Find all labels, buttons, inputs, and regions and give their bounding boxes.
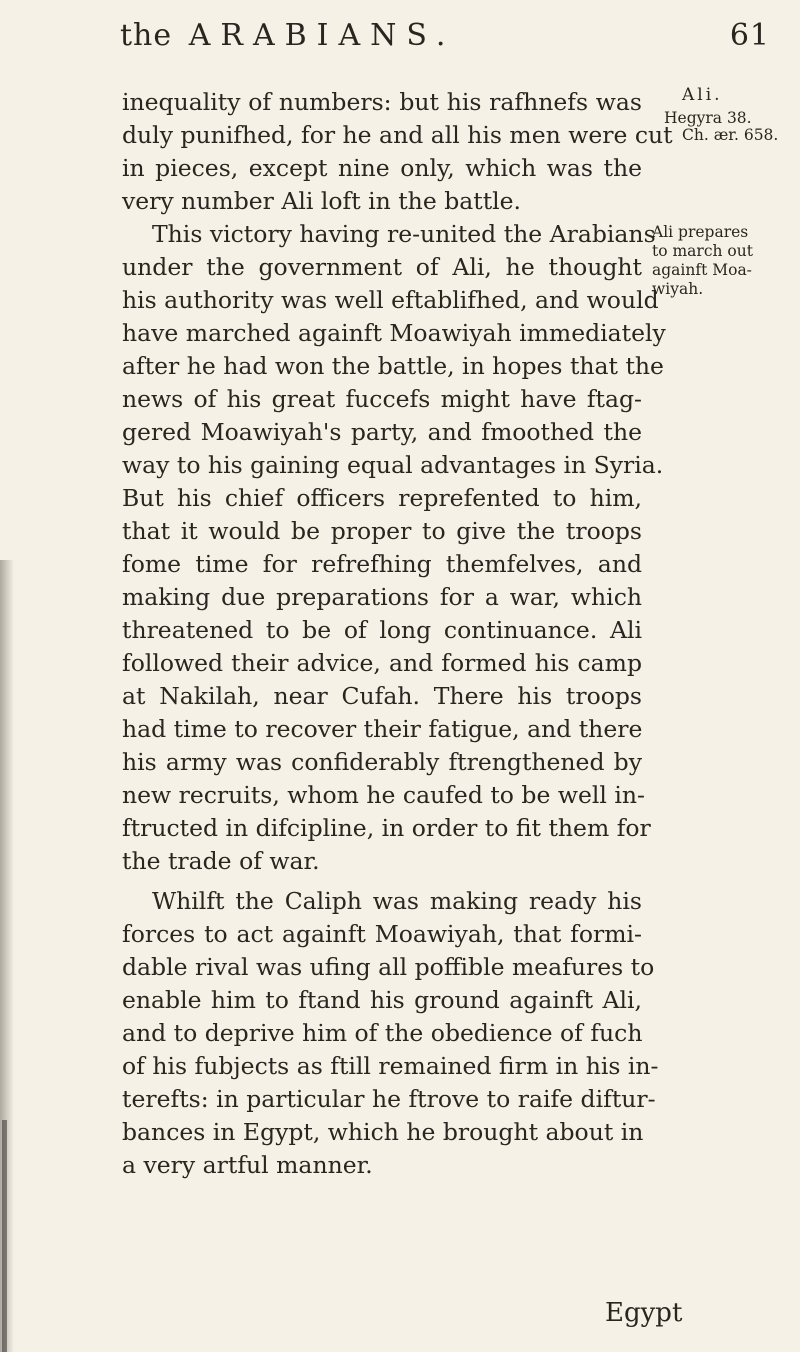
text-line: under the government of Ali, he thought: [122, 253, 642, 281]
text-line: in pieces, except nine only, which was the: [122, 154, 642, 182]
text-line: enable him to ftand his ground againft Ali,: [122, 986, 642, 1014]
text-line: This victory having re-united the Arabians: [152, 220, 656, 248]
text-line: followed their advice, and formed his camp: [122, 649, 642, 677]
text-line: the trade of war.: [122, 847, 320, 875]
text-line: had time to recover their fatigue, and there: [122, 715, 643, 743]
text-line: terefts: in particular he ftrove to raife diftur-: [122, 1085, 656, 1113]
header-title: ARABIANS.: [188, 18, 456, 53]
text-line: bances in Egypt, which he brought about in: [122, 1118, 644, 1146]
text-line: dable rival was ufing all poffible meafures to: [122, 953, 655, 981]
page-edge-binding: [2, 1120, 7, 1352]
text-line: way to his gaining equal advantages in Syria.: [122, 451, 664, 479]
margin-note-prepares-1: Ali prepares: [652, 223, 749, 241]
running-header: [120, 18, 770, 68]
text-line: gered Moawiyah's party, and fmoothed the: [122, 418, 642, 446]
header-left-word: the: [120, 18, 173, 53]
text-line: at Nakilah, near Cufah. There his troops: [122, 682, 642, 710]
page-number: 61: [729, 18, 770, 53]
text-line: after he had won the battle, in hopes that the: [122, 352, 664, 380]
text-line: news of his great fuccefs might have ftag-: [122, 385, 642, 413]
text-line: Whilft the Caliph was making ready his: [152, 887, 642, 915]
text-line: threatened to be of long continuance. Ali: [122, 616, 642, 644]
margin-note-prepares-2: to march out: [652, 242, 753, 260]
text-line: have marched againft Moawiyah immediately: [122, 319, 666, 347]
catchword: Egypt: [605, 1298, 683, 1328]
text-line: of his fubjects as ftill remained firm in his in-: [122, 1052, 659, 1080]
text-line: and to deprive him of the obedience of fuch: [122, 1019, 643, 1047]
running-header-text: [120, 18, 455, 53]
margin-note-prepares-3: againft Moa-: [652, 261, 752, 279]
text-line: new recruits, whom he caufed to be well in-: [122, 781, 645, 809]
text-line: that it would be proper to give the troops: [122, 517, 642, 545]
text-line: his authority was well eftablifhed, and would: [122, 286, 659, 314]
text-line: duly punifhed, for he and all his men were cut: [122, 121, 673, 149]
margin-note-hegyra: Hegyra 38.: [664, 109, 752, 127]
text-line: inequality of numbers: but his rafhnefs was: [122, 88, 642, 116]
text-line: But his chief officers reprefented to him,: [122, 484, 642, 512]
text-line: a very artful manner.: [122, 1151, 373, 1179]
margin-note-christian-era: Ch. ær. 658.: [682, 126, 779, 144]
margin-note-prepares-4: wiyah.: [652, 280, 704, 298]
text-line: making due preparations for a war, which: [122, 583, 642, 611]
text-line: very number Ali loft in the battle.: [122, 187, 522, 215]
text-line: forces to act againft Moawiyah, that formi-: [122, 920, 642, 948]
margin-note-ali: Ali.: [682, 85, 723, 105]
text-line: ftructed in difcipline, in order to fit them for: [122, 814, 651, 842]
text-line: his army was confiderably ftrengthened by: [122, 748, 642, 776]
text-line: fome time for refrefhing themfelves, and: [122, 550, 642, 578]
